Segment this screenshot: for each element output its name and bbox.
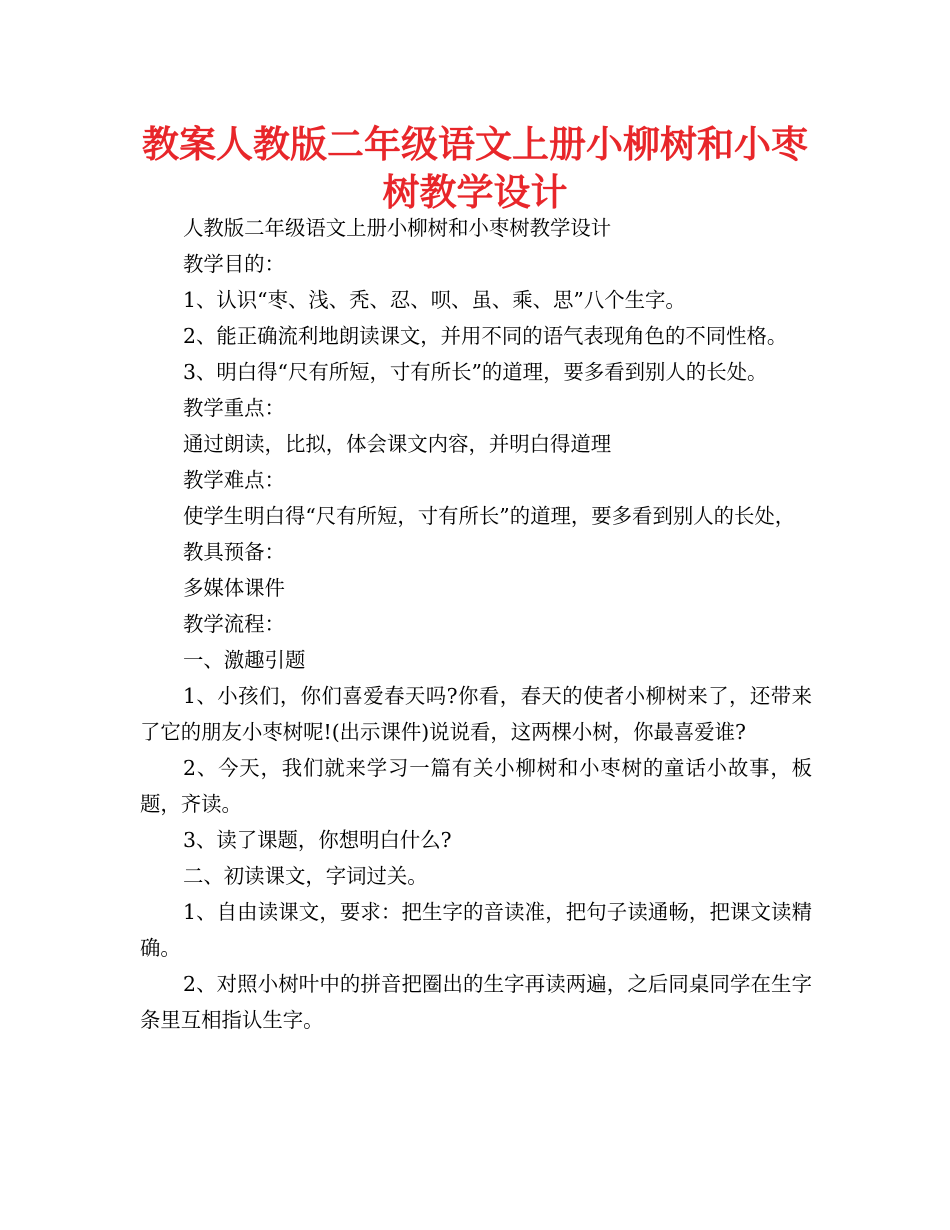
title-line-1: 教案人教版二年级语文上册小柳树和小枣 [142, 123, 808, 166]
paragraph-difficulties-heading: 教学难点： [183, 468, 285, 492]
paragraph-section-1-heading: 一、激趣引题 [183, 648, 306, 672]
paragraph-section-2-heading: 二、初读课文，字词过关。 [183, 864, 428, 888]
paragraph-subtitle: 人教版二年级语文上册小柳树和小枣树教学设计 [183, 216, 612, 240]
paragraph-section-1-item-1: 1、小孩们，你们喜爱春天吗?你看，春天的使者小柳树来了，还带来了它的朋友小枣树呢!(出示课件)说说看，这两棵小树，你最喜爱谁? [140, 684, 812, 744]
paragraph-key-points-heading: 教学重点： [183, 396, 285, 420]
paragraph-section-1-item-3: 3、读了课题，你想明白什么? [183, 828, 452, 852]
paragraph-objectives-heading: 教学目的： [183, 252, 285, 276]
title-line-2: 树教学设计 [382, 171, 568, 214]
document-body [140, 210, 812, 1038]
paragraph-key-points: 通过朗读，比拟，体会课文内容，并明白得道理 [183, 432, 612, 456]
paragraph-materials-heading: 教具预备： [183, 540, 285, 564]
paragraph-section-2-item-2: 2、对照小树叶中的拼音把圈出的生字再读两遍，之后同桌同学在生字条里互相指认生字。 [140, 972, 812, 1032]
paragraph-section-1-item-2: 2、今天，我们就来学习一篇有关小柳树和小枣树的童话小故事，板题，齐读。 [140, 756, 812, 816]
paragraph-objective-1: 1、认识“枣、浅、秃、忍、呗、虽、乘、思”八个生字。 [183, 288, 686, 312]
document-title [140, 121, 810, 217]
paragraph-objective-2: 2、能正确流利地朗读课文，并用不同的语气表现角色的不同性格。 [183, 324, 788, 348]
paragraph-objective-3: 3、明白得“尺有所短，寸有所长”的道理，要多看到别人的长处。 [183, 360, 768, 384]
paragraph-procedure-heading: 教学流程： [183, 612, 285, 636]
paragraph-section-2-item-1: 1、自由读课文，要求：把生字的音读准，把句子读通畅，把课文读精确。 [140, 900, 812, 960]
paragraph-materials: 多媒体课件 [183, 576, 285, 600]
paragraph-difficulties: 使学生明白得“尺有所短，寸有所长”的道理，要多看到别人的长处， [183, 504, 796, 528]
